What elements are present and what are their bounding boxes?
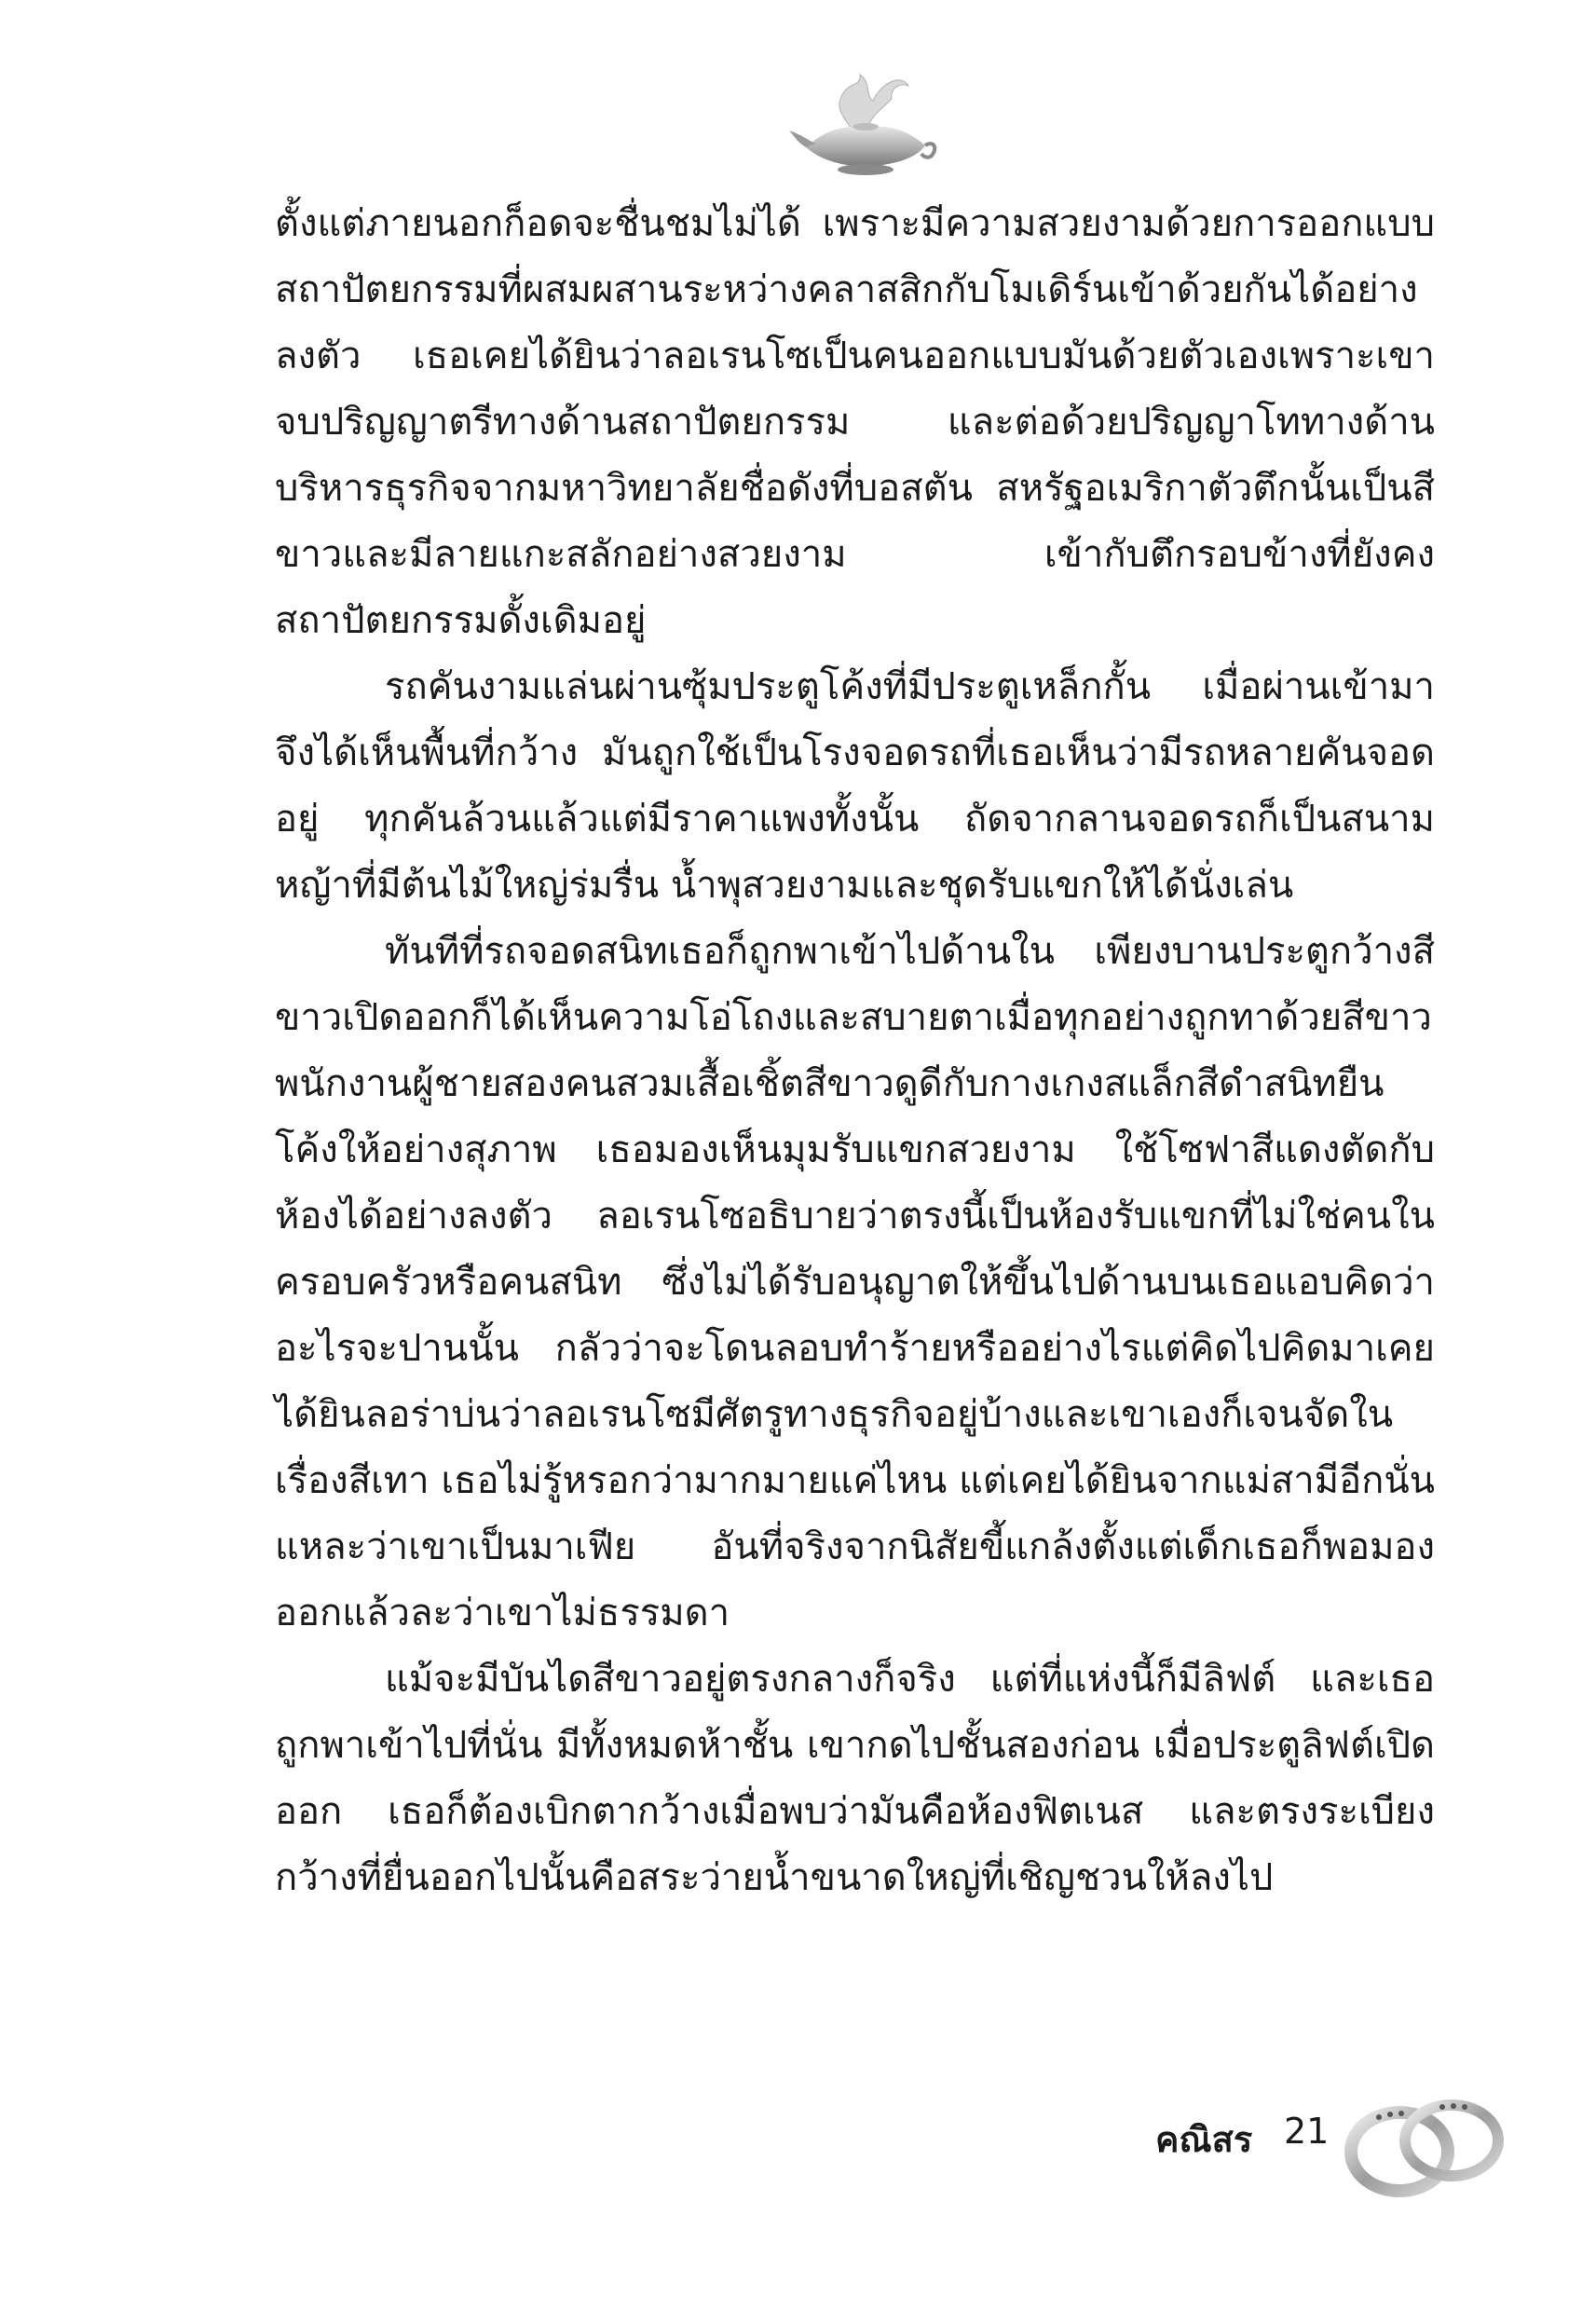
paragraph: แม้จะมีบันไดสีขาวอยู่ตรงกลางก็จริง แต่ที่แห่งนี้ก็มีลิฟต์ และเธอถูกพาเข้าไปที่นั่น มีทั้งหมดห้าชั้น เขากดไปชั้นสองก่อน เมื่อประตูลิฟต์เปิดออก เธอก็ต้องเบิกตากว้างเมื่อพบว่ามันคือห้องฟิตเนส และตรงระเบียงกว้างที่ยื่นออกไปนั้นคือสระว่ายน้ำขนาดใหญ่ที่เชิญชวนให้ลงไป — [275, 1658, 1435, 1899]
wedding-rings-icon — [1342, 2092, 1509, 2204]
paragraph: ตั้งแต่ภายนอกก็อดจะชื่นชมไม่ได้ เพราะมีความสวยงามด้วยการออกแบบสถาปัตยกรรมที่ผสมผสานระหว่างคลาสสิกกับโมเดิร์นเข้าด้วยกันได้อย่างลงตัว เธอเคยได้ยินว่าลอเรนโซเป็นคนออกแบบมันด้วยตัวเองเพราะเขาจบปริญญาตรีทางด้านสถาปัตยกรรม และต่อด้วยปริญญาโททางด้านบริหารธุรกิจจากมหาวิทยาลัยชื่อดังที่บอสตัน สหรัฐอเมริกาตัวตึกนั้นเป็นสีขาวและมีลายแกะสลักอย่างสวยงาม เข้ากับตึกรอบข้างที่ยังคงสถาปัตยกรรมดั้งเดิมอยู่ — [275, 202, 1435, 642]
genie-lamp-icon — [787, 65, 946, 186]
paragraph: รถคันงามแล่นผ่านซุ้มประตูโค้งที่มีประตูเหล็กกั้น เมื่อผ่านเข้ามาจึงได้เห็นพื้นที่กว้าง มันถูกใช้เป็นโรงจอดรถที่เธอเห็นว่ามีรถหลายคันจอดอยู่ ทุกคันล้วนแล้วแต่มีราคาแพงทั้งนั้น ถัดจากลานจอดรถก็เป็นสนามหญ้าที่มีต้นไม้ใหญ่ร่มรื่น น้ำพุสวยงามและชุดรับแขกให้ได้นั่งเล่น — [275, 665, 1435, 907]
book-title: คณิสร — [1155, 2119, 1253, 2160]
page-number: 21 — [1284, 2111, 1330, 2152]
page-body-text — [275, 191, 1435, 1911]
paragraph: ทันทีที่รถจอดสนิทเธอก็ถูกพาเข้าไปด้านใน เพียงบานประตูกว้างสีขาวเปิดออกก็ได้เห็นความโอ่โถงและสบายตาเมื่อทุกอย่างถูกทาด้วยสีขาว พนักงานผู้ชายสองคนสวมเสื้อเชิ้ตสีขาวดูดีกับกางเกงสแล็กสีดำสนิทยืนโค้งให้อย่างสุภาพ เธอมองเห็นมุมรับแขกสวยงาม ใช้โซฟาสีแดงตัดกับห้องได้อย่างลงตัว ลอเรนโซอธิบายว่าตรงนี้เป็นห้องรับแขกที่ไม่ใช่คนในครอบครัวหรือคนสนิท ซึ่งไม่ได้รับอนุญาตให้ขึ้นไปด้านบนเธอแอบคิดว่าอะไรจะปานนั้น กลัวว่าจะโดนลอบทำร้ายหรืออย่างไรแต่คิดไปคิดมาเคยได้ยินลอร่าบ่นว่าลอเรนโซมีศัตรูทางธุรกิจอยู่บ้างและเขาเองก็เจนจัดในเรื่องสีเทา เธอไม่รู้หรอกว่ามากมายแค่ไหน แต่เคยได้ยินจากแม่สามีอีกนั่นแหละว่าเขาเป็นมาเฟีย อันที่จริงจากนิสัยขี้แกล้งตั้งแต่เด็กเธอก็พอมองออกแล้วละว่าเขาไม่ธรรมดา — [275, 930, 1435, 1634]
page-footer — [1099, 2092, 1528, 2204]
